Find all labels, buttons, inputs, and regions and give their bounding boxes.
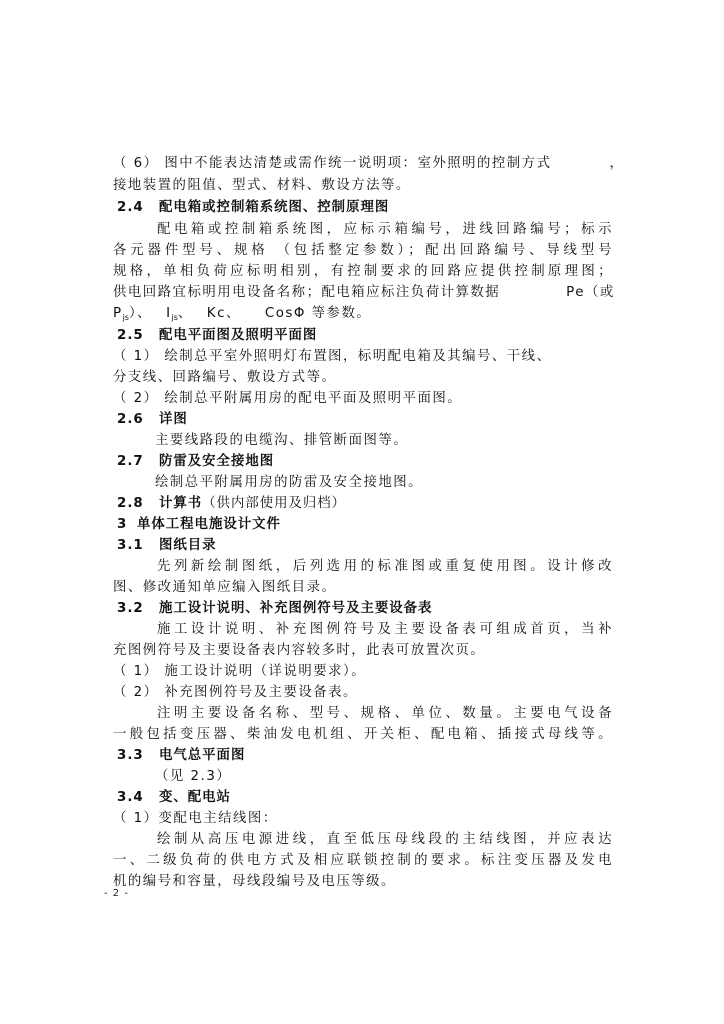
text-line: （ 1） 施工设计说明（详说明要求）。	[113, 664, 367, 679]
section-number: 2.8	[117, 496, 144, 511]
section-title: 变、配电站	[159, 790, 231, 805]
text-line: 各元器件型号、规格 （包括整定参数）；配出回路编号、导线型号	[113, 243, 613, 258]
section-number: 3.1	[117, 538, 144, 553]
section-title: 计算书	[159, 496, 203, 511]
section-number: 3	[117, 517, 128, 532]
section-title: 配电箱或控制箱系统图、控制原理图	[159, 200, 390, 215]
text-line: （见 2.3）	[155, 769, 232, 784]
section-title: 单体工程电施设计文件	[137, 517, 281, 532]
symbol-p: P	[113, 306, 123, 321]
text-line: 规格，单相负荷应标明相别，有控制要求的回路应提供控制原理图；	[113, 264, 613, 279]
text-line	[113, 154, 625, 174]
text-line: 接地装置的阻值、型式、材料、敷设方法等。	[113, 178, 411, 193]
text-line: 绘制从高压电源进线，直至低压母线段的主结线图，并应表达	[157, 832, 613, 847]
section-number: 3.4	[117, 790, 144, 805]
section-heading	[113, 788, 613, 808]
section-heading	[113, 536, 613, 556]
text-run: （ 6） 图中不能表达清楚或需作统一说明项：室外照明的控制方式	[113, 156, 552, 171]
subscript: js	[171, 313, 178, 322]
text-run: CosΦ 等参数。	[264, 306, 372, 321]
section-heading	[113, 452, 613, 472]
section-title: 图纸目录	[159, 538, 217, 553]
section-number: 2.5	[117, 328, 144, 343]
section-title: 防雷及安全接地图	[159, 454, 275, 469]
section-title: 详图	[159, 412, 188, 427]
chapter-heading	[113, 515, 613, 535]
section-heading	[113, 198, 613, 218]
text-run: Kc、	[206, 306, 241, 321]
text-run: 、	[177, 306, 193, 321]
text-line: 主要线路段的电缆沟、排管断面图等。	[155, 433, 409, 448]
section-number: 2.6	[117, 412, 144, 427]
section-title: 电气总平面图	[159, 748, 246, 763]
text-line: 分支线、回路编号、敷设方式等。	[113, 370, 337, 385]
text-line: 先列新绘制图纸，后列选用的标准图或重复使用图。设计修改	[157, 559, 613, 574]
text-run: ，	[609, 156, 625, 171]
text-line: 图、修改通知单应编入图纸目录。	[113, 580, 337, 595]
text-line: 绘制总平附属用房的防雷及安全接地图。	[155, 475, 424, 490]
section-heading	[113, 326, 613, 346]
section-heading	[113, 494, 613, 514]
text-line	[113, 283, 613, 303]
section-number: 2.7	[117, 454, 144, 469]
section-title: 施工设计说明、补充图例符号及主要设备表	[159, 601, 433, 616]
text-line: （ 1） 绘制总平室外照明灯布置图，标明配电箱及其编号、干线、	[113, 349, 552, 364]
section-title: 配电平面图及照明平面图	[159, 328, 318, 343]
section-number: 3.3	[117, 748, 144, 763]
text-line: 充图例符号及主要设备表内容较多时，此表可放置次页。	[113, 643, 486, 658]
section-heading	[113, 746, 613, 766]
section-number: 2.4	[117, 200, 144, 215]
text-line: （ 2） 补充图例符号及主要设备表。	[113, 685, 358, 700]
text-line: 一般包括变压器、柴油发电机组、开关柜、配电箱、插接式母线等。	[113, 727, 613, 742]
text-line: 施工设计说明、补充图例符号及主要设备表可组成首页，当补	[157, 622, 613, 637]
section-heading	[113, 599, 613, 619]
section-heading	[113, 410, 613, 430]
text-line: 配电箱或控制箱系统图，应标示箱编号，进线回路编号；标示	[157, 222, 613, 237]
text-run: 供电回路宜标明用电设备名称；配电箱应标注负荷计算数据	[113, 285, 501, 300]
text-line: 注明主要设备名称、型号、规格、单位、数量。主要电气设备	[157, 706, 613, 721]
text-run: Pe（或	[566, 285, 615, 300]
text-line: 一、二级负荷的供电方式及相应联锁控制的要求。标注变压器及发电	[113, 853, 613, 868]
text-line: （ 2） 绘制总平附属用房的配电平面及照明平面图。	[113, 391, 463, 406]
section-note: （供内部使用及归档）	[202, 496, 347, 511]
section-number: 3.2	[117, 601, 144, 616]
text-line	[113, 304, 613, 328]
text-line: 机的编号和容量，母线段编号及电压等级。	[113, 874, 396, 889]
symbol-i: I	[166, 306, 172, 321]
text-line: （ 1）变配电主结线图：	[113, 811, 278, 826]
page-number: - 2 -	[104, 888, 129, 899]
subscript: js	[122, 313, 129, 322]
text-run: ）、	[128, 306, 153, 321]
